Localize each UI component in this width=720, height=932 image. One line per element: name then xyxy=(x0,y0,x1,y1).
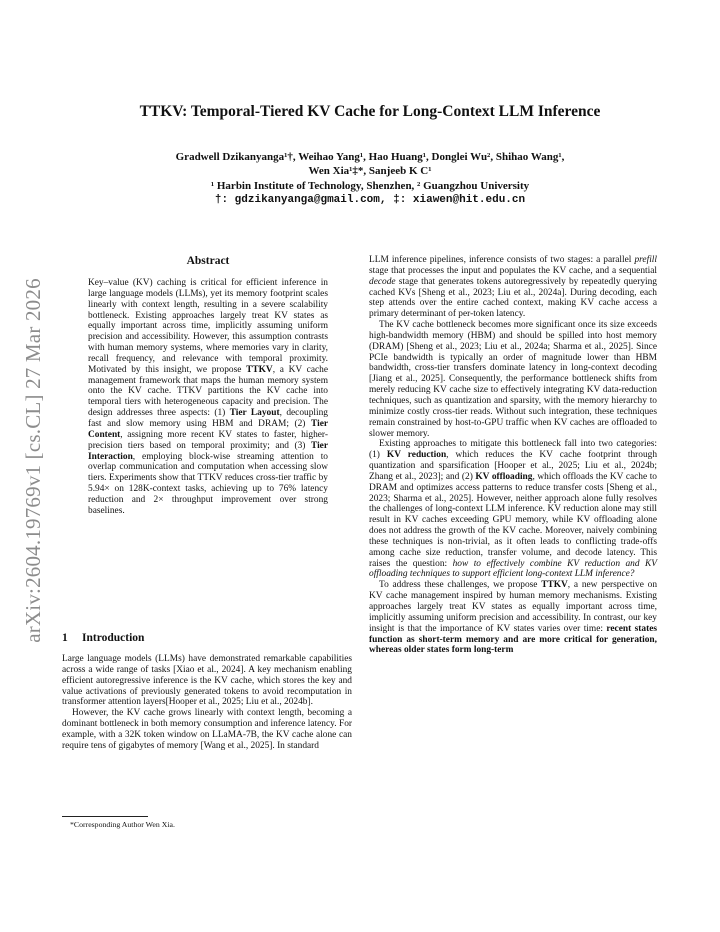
section-number: 1 xyxy=(62,632,68,644)
author-line-2: Wen Xia¹‡*, Sanjeeb K C¹ xyxy=(308,164,432,177)
intro-paragraph-2: However, the KV cache grows linearly with context length, becoming a dominant bottleneck in both memory consumption and inference latency. For example, with a 32K token window on LLaMA-7B, the KV cache alone can require tens of gigabytes of memory [Wang et al., 2025]. In standard xyxy=(62,708,352,751)
author-line-1: Gradwell Dzikanyanga¹†, Weihao Yang¹, Hao Huang¹, Donglei Wu², Shihao Wang¹, xyxy=(175,151,565,163)
abstract-heading: Abstract xyxy=(186,255,230,267)
abstract-text xyxy=(88,278,328,517)
abstract-tier-layout: Tier Layout xyxy=(229,408,280,419)
right-paragraph-4 xyxy=(369,580,657,656)
abstract-part-3: , decoupling fast and slow memory using HBM and DRAM; (2) xyxy=(88,408,328,429)
key-insight: recent states function as short-term memory and are more critical for generation, whereas older states form long-term xyxy=(369,623,658,656)
text-run: To address these challenges, we propose xyxy=(379,580,538,591)
text-run: stage that generates tokens autoregressively by repeatedly querying cached KVs [Sheng et al., 2023; Liu et al., 2024a]. During decoding, each step attends over the entire cached context, making KV cache access a primary determinant of per-token latency. xyxy=(369,276,657,320)
term-kv-offloading: KV offloading xyxy=(475,471,533,482)
author-emails: †: gdzikanyanga@gmail.com, ‡: xiawen@hit.edu.cn xyxy=(214,194,526,206)
arxiv-watermark xyxy=(18,240,48,680)
term-ttkv: TTKV xyxy=(541,580,568,591)
intro-right-column xyxy=(369,255,657,656)
text-run: Existing approaches to mitigate this bottleneck fall into two categories: (1) xyxy=(369,439,657,461)
research-question: how to effectively combine KV reduction and KV offloading techniques to support efficient long-context LLM inference? xyxy=(369,558,658,580)
text-run: LLM inference pipelines, inference consists of two stages: a parallel xyxy=(369,255,632,265)
text-run: , which reduces the KV cache footprint through quantization and sparsification [Hooper et al., 2025; Liu et al., 2024b; Zhang et al., 2023]; and (2) xyxy=(369,450,658,482)
arxiv-id: arXiv:2604.19769v1 [cs.CL] 27 Mar 2026 xyxy=(20,277,45,643)
right-paragraph-1 xyxy=(369,255,657,320)
text-run: , a new perspective on KV cache management inspired by human memory mechanisms. Existing approaches largely treat KV states as equally important across time, implicitly assuming uniform precision and accessibility. In contrast, our key insight is that the importance of KV states varies over time: xyxy=(369,580,658,634)
section-title: Introduction xyxy=(82,632,145,644)
term-kv-reduction: KV reduction xyxy=(386,450,447,461)
term-prefill: prefill xyxy=(634,255,658,265)
footnote-divider xyxy=(62,816,148,817)
paper-title: TTKV: Temporal-Tiered KV Cache for Long-Context LLM Inference xyxy=(139,103,601,120)
text-run: stage that processes the input and populates the KV cache, and a sequential xyxy=(369,265,657,276)
abstract-part-5: , employing block-wise streaming attention to overlap communication and computation when accessing slow tiers. Experiments show that TTKV reduces cross-tier traffic by 5.94× on 128K-context tasks, achieving up to 76% latency reduction and 2× throughput improvement over strong baselines. xyxy=(88,451,328,516)
right-paragraph-3 xyxy=(369,439,657,580)
abstract-part-4: , assigning more recent KV states to faster, higher-precision tiers based on temporal proximity; and (3) xyxy=(88,429,328,451)
abstract-part-2: , a KV cache management framework that maps the human memory system onto the KV cache. TTKV partitions the KV cache into temporal tiers with heterogeneous capacity and precision. The design addresses three aspects: (1) xyxy=(88,364,328,419)
abstract-ttkv: TTKV xyxy=(246,364,273,375)
intro-paragraph-1: Large language models (LLMs) have demonstrated remarkable capabilities across a wide range of tasks [Xiao et al., 2024]. A key mechanism enabling efficient autoregressive inference is the KV cache, which stores the key and value activations of previously generated tokens to avoid recomputation in transformer attention layers[Hooper et al., 2025; Liu et al., 2024b]. xyxy=(62,654,352,708)
footnote: *Corresponding Author Wen Xia. xyxy=(70,820,175,829)
abstract-tier-interaction: Tier Interaction xyxy=(88,440,328,462)
term-decode: decode xyxy=(369,276,396,287)
abstract-tier-content: Tier Content xyxy=(88,418,329,440)
text-run: , which offloads the KV cache to DRAM and optimizes access patterns to reduce transfer costs [Sheng et al., 2023; Sharma et al., 2025]. However, neither approach alone fully resolves the challenges of long-context LLM inference. KV reduction alone may still result in KV caches exceeding GPU memory, while KV offloading alone does not address the growth of the KV cache. Moreover, naively combining these techniques is non-trivial, as it often leads to conflicting trade-offs among cache size reduction, transfer volume, and decode latency. This raises the question: xyxy=(369,471,657,569)
intro-heading xyxy=(62,632,352,644)
intro-left-column xyxy=(62,654,352,752)
abstract-part-1: Key–value (KV) caching is critical for efficient inference in large language models (LLMs), yet its memory footprint scales linearly with context length, resulting in a severe scalability bottleneck. Existing approaches largely treat KV states as equally important across time, implicitly assuming uniform precision and accessibility. However, this assumption contrasts with human memory systems, where memories vary in clarity, recall frequency, and relevance with temporal proximity. Motivated by this insight, we propose xyxy=(88,278,328,375)
author-list xyxy=(90,151,650,178)
affiliations: ¹ Harbin Institute of Technology, Shenzhen, ² Guangzhou University xyxy=(210,180,530,192)
right-paragraph-2: The KV cache bottleneck becomes more significant once its size exceeds high-bandwidth memory (HBM) and should be spilled into host memory (DRAM) [Sheng et al., 2023; Liu et al., 2024a; Sharma et al., 2025]. Since PCIe bandwidth is typically an order of magnitude lower than HBM bandwidth, cross-tier transfers dominate latency in long-context decoding [Jiang et al., 2025]. Consequently, the performance bottleneck shifts from merely reducing KV cache size to effectively integrating KV data-reduction techniques, such as quantization and sparsity, with the memory hierarchy to minimize costly cross-tier reads. Without such integration, these techniques remain constrained by host-to-GPU traffic when KV caches are offloaded to slower memory. xyxy=(369,320,657,439)
